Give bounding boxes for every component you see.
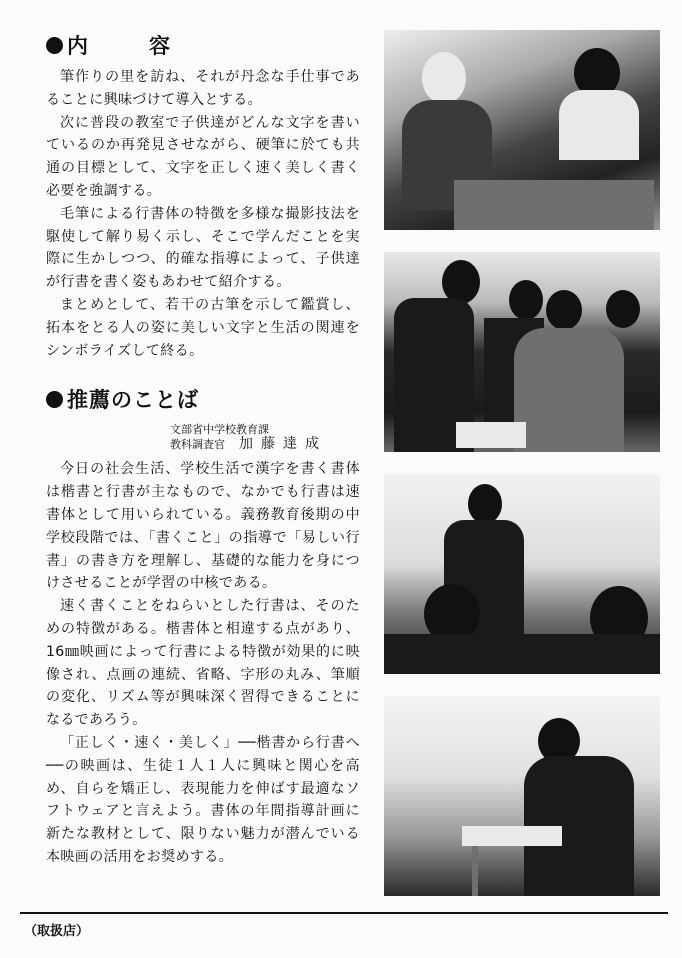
recommendation-paragraph: 速く書くことをねらいとした行書は、そのための特徴がある。楷書体と相違する点があり、16㎜映画によって行書による特徴が効果的に映像され、点画の連続、省略、字形の丸み、筆順の変化、リズム等が興味深く習得できることになるであろう。 [46,598,360,729]
photo-students-writing [384,252,660,452]
photo-brush-makers [384,30,660,230]
photo-student-at-desk [384,696,660,896]
author-department: 文部省中学校教育課 [170,423,269,437]
text-column [46,30,360,869]
author-name: 加藤達成 [239,436,327,453]
content-paragraph: 筆作りの里を訪ね、それが丹念な手仕事であることに興味づけて導入とする。 [46,69,360,108]
author-position: 教科調査官 [170,438,225,452]
content-heading [46,30,360,60]
content-paragraph: 次に普段の教室で子供達がどんな文字を書いているのか再発見させながら、硬筆に於ても共通の目標として、文字を正しく速く美しく書く必要を強調する。 [46,114,360,199]
bullet-icon [46,37,63,54]
bullet-icon [46,391,63,408]
recommendation-heading [46,384,360,414]
author-credit [170,422,360,452]
content-paragraph: 毛筆による行書体の特徴を多様な撮影技法を駆使して解り易く示し、そこで学んだことを実際に生かしつつ、的確な指導によって、子供達が行書を書く姿もあわせて紹介する。 [46,205,360,291]
footer-divider [20,912,668,914]
content-title: 内 容 [67,34,190,58]
recommendation-paragraph: 今日の社会生活、学校生活で漢字を書く書体は楷書と行書が主なもので、なかでも行書は速書体として用いられている。義務教育後期の中学校段階では、「書くこと」の指導で「易しい行書」の書き方を理解し、基礎的な能力を身につけさせることが学習の中核である。 [46,461,360,592]
recommendation-paragraph: 「正しく・速く・美しく」──楷書から行書へ──の映画は、生徒１人１人に興味と関心を高め、自らを矯正し、表現能力を伸ばす最適なソフトウェアと言えよう。書体の年間指導計画に新たな教材として、限りない魅力が潜んでいる本映画の活用をお奨めする。 [46,734,360,865]
recommendation-title: 推薦のことば [67,388,199,413]
content-body [46,66,360,362]
photo-teacher [384,474,660,674]
content-paragraph: まとめとして、若干の古筆を示して鑑賞し、拓本をとる人の姿に美しい文字と生活の関連をシンボライズして終る。 [46,296,360,359]
dealer-label: （取扱店） [24,924,90,939]
recommendation-body [46,458,360,868]
